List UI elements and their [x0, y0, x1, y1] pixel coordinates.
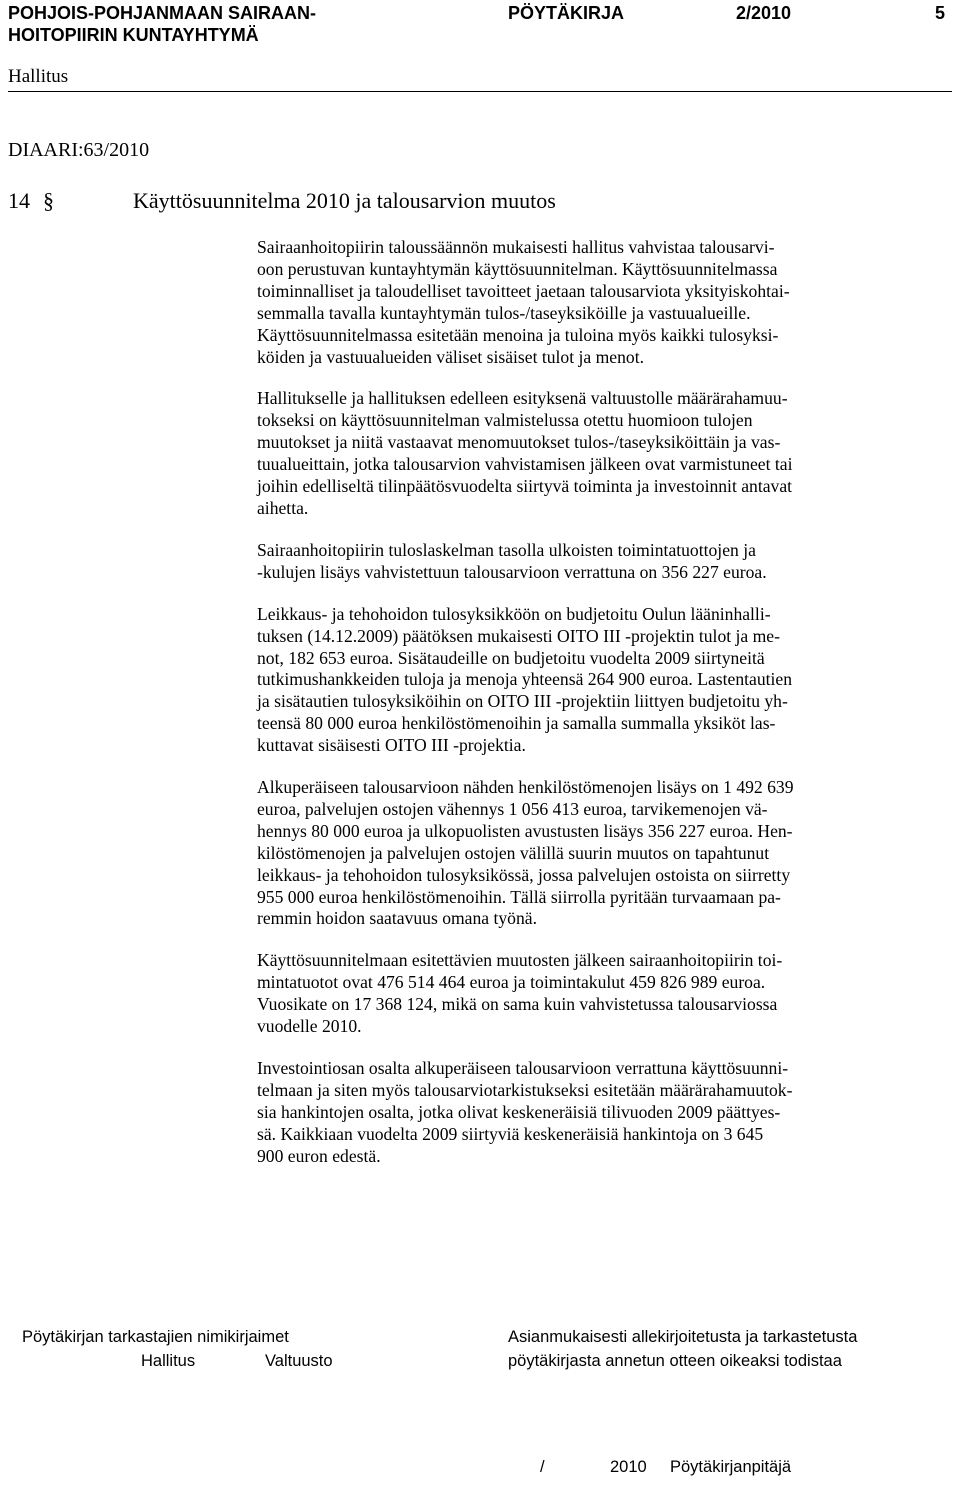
header-divider — [8, 91, 952, 92]
certification-line1: Asianmukaisesti allekirjoitetusta ja tarkastetusta — [508, 1328, 858, 1346]
paragraph: Leikkaus- ja tehohoidon tulosyksikköön on budjetoitu Oulun lääninhalli- tuksen (14.12.2009) päätöksen mukaisesti OITO III -projektin tulot ja me- not, 182 653 euroa. Sisätaudeille on budjetoitu vuodelta 2009 siirtyneitä tutkimushankkeiden tuloja ja menoja yhteensä 264 900 euroa. Lastentautien ja sisätautien tulosyksiköihin on OITO III -projektiin liittyen budjetoitu yh- teensä 80 000 euroa henkilöstömenoihin ja samalla summalla yksiköt las- kuttavat sisäisesti OITO III -projektia. — [257, 603, 792, 756]
paragraph: Sairaanhoitopiirin tuloslaskelman tasolla ulkoisten toimintatuottojen ja -kulujen lisäys vahvistettuun talousarvioon verrattuna on 356 227 euroa. — [257, 539, 767, 582]
initials-title: Pöytäkirjan tarkastajien nimikirjaimet — [22, 1328, 289, 1346]
section-number: 14 — [8, 188, 30, 213]
document-issue: 2/2010 — [736, 3, 792, 23]
date-separator: / — [540, 1458, 545, 1476]
body-label: Hallitus — [8, 66, 69, 87]
initials-column-valtuusto: Valtuusto — [265, 1352, 333, 1370]
organization-name-line1: POHJOIS-POHJANMAAN SAIRAAN- — [8, 3, 317, 23]
organization-name-line2: HOITOPIIRIN KUNTAYHTYMÄ — [8, 25, 259, 45]
initials-column-hallitus: Hallitus — [141, 1352, 196, 1370]
clerk-title: Pöytäkirjanpitäjä — [670, 1458, 792, 1476]
paragraph: Hallitukselle ja hallituksen edelleen esityksenä valtuustolle määrärahamuu- tokseksi on käyttösuunnitelman valmistelussa otettu huomioon tulojen muutokset ja niitä vastaavat menomuutokset tulos-/taseyksiköittäin ja vas- tuualueittain, jotka talousarvion vahvistamisen jälkeen ovat varmistuneet tai joihin edelliseltä tilinpäätösvuodelta siirtyvä toiminta ja investoinnit antavat aihetta. — [257, 388, 793, 518]
organization-name — [8, 2, 316, 46]
section-title: Käyttösuunnitelma 2010 ja talousarvion muutos — [133, 188, 556, 213]
section-body — [257, 237, 953, 1188]
diaari-number: DIAARI:63/2010 — [8, 139, 150, 161]
date-year: 2010 — [610, 1458, 647, 1476]
certification-line2: pöytäkirjasta annetun otteen oikeaksi todistaa — [508, 1352, 842, 1370]
paragraph: Sairaanhoitopiirin taloussäännön mukaisesti hallitus vahvistaa talousarvi- oon perustuvan kuntayhtymän käyttösuunnitelman. Käyttösuunnitelmassa toiminnalliset ja taloudelliset tavoitteet jaetaan talousarviota yksityiskohtai- semmalla tavalla kuntayhtymän tulos-/taseyksiköille ja vastuualueille. Käyttösuunnitelmassa esitetään menoina ja tuloina myös kaikki tulosyksi- köiden ja vastuualueiden väliset sisäiset tulot ja menot. — [257, 237, 790, 367]
page-number: 5 — [935, 3, 946, 23]
paragraph: Alkuperäiseen talousarvioon nähden henkilöstömenojen lisäys on 1 492 639 euroa, palvelujen ostojen vähennys 1 056 413 euroa, tarvikemenojen vä- hennys 80 000 euroa ja ulkopuolisten avustusten lisäys 356 227 euroa. Hen- kilöstömenojen ja palvelujen ostojen välillä suurin muutos on tapahtunut leikkaus- ja tehohoidon tulosyksikössä, jossa palvelujen ostoista on siirretty 955 000 euroa henkilöstömenoihin. Tällä siirrolla pyritään turvaamaan pa- remmin hoidon saatavuus omana työnä. — [257, 777, 794, 929]
paragraph: Investointiosan osalta alkuperäiseen talousarvioon verrattuna käyttösuunni- telmaan ja siten myös talousarviotarkistukseksi esitetään määrärahamuutok- sia hankintojen osalta, jotka olivat keskeneräisiä tilivuoden 2009 päättyes- sä. Kaikkiaan vuodelta 2009 siirtyviä keskeneräisiä hankintoja on 3 645 900 euron edestä. — [257, 1058, 793, 1166]
section-symbol: § — [43, 188, 54, 213]
document-type: PÖYTÄKIRJA — [508, 3, 625, 23]
paragraph: Käyttösuunnitelmaan esitettävien muutosten jälkeen sairaanhoitopiirin toi- mintatuotot ovat 476 514 464 euroa ja toimintakulut 459 826 989 euroa. Vuosikate on 17 368 124, mikä on sama kuin vahvistetussa talousarviossa vuodelle 2010. — [257, 950, 783, 1037]
